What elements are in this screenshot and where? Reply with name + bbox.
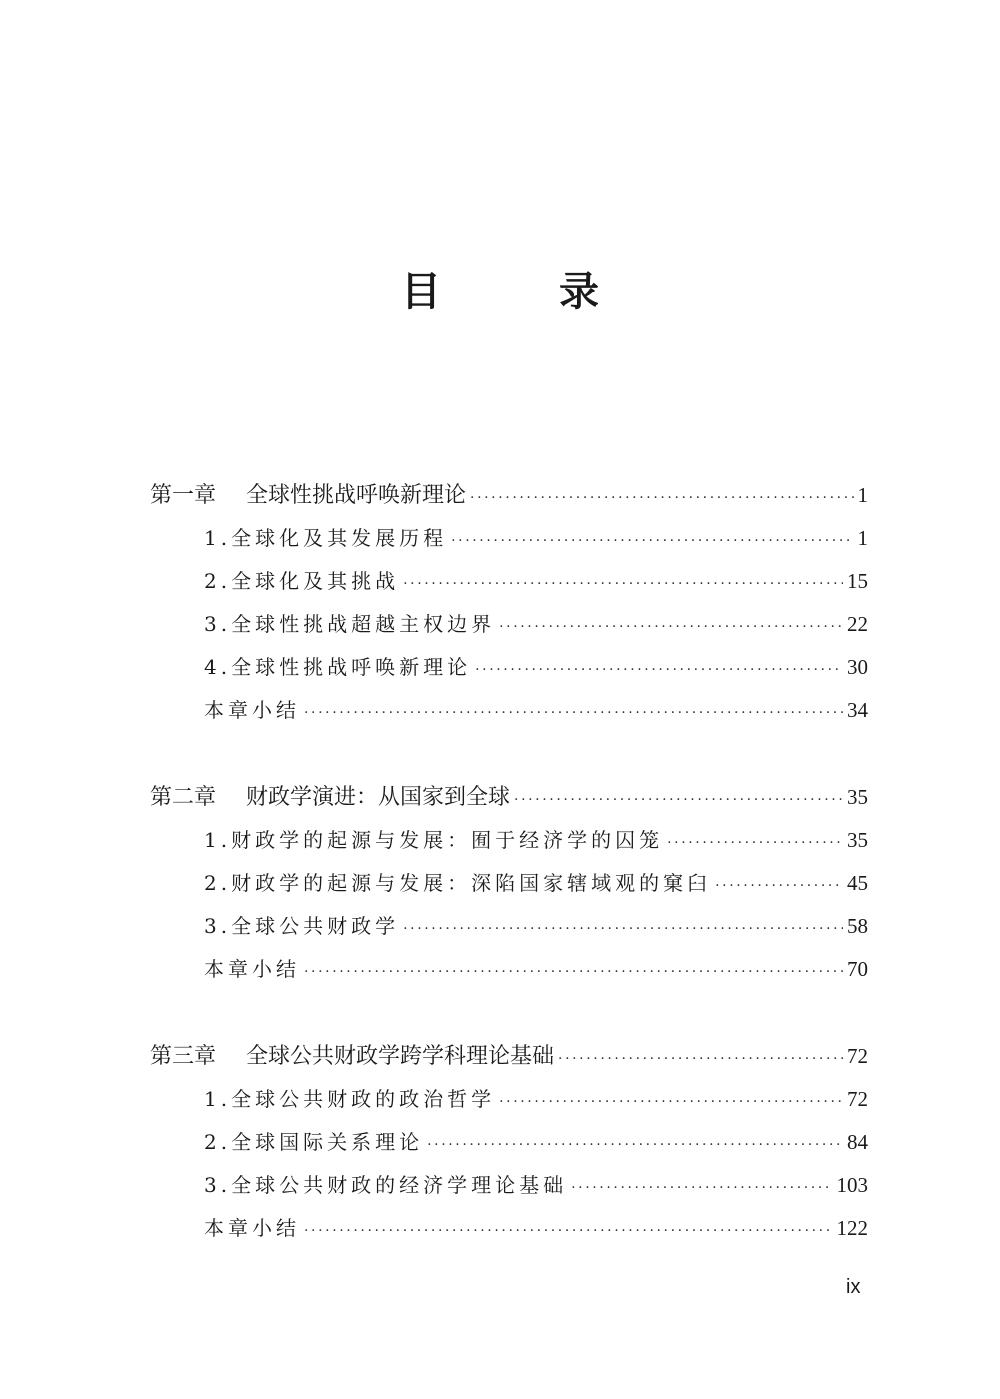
chapter-heading[interactable]: [150, 474, 868, 517]
chapter-heading[interactable]: [150, 1035, 868, 1078]
section-entry[interactable]: [150, 603, 868, 646]
page-number: 72: [847, 1087, 868, 1111]
section-title: 2.全球国际关系理论: [204, 1130, 424, 1154]
dot-leader: [403, 560, 843, 606]
section-entry[interactable]: [150, 905, 868, 948]
dot-leader: [451, 517, 853, 563]
section-title: 3.全球公共财政学: [204, 914, 400, 938]
section-entry[interactable]: [150, 646, 868, 689]
section-title: 3.全球公共财政的经济学理论基础: [204, 1173, 568, 1197]
section-title: 4.全球性挑战呼唤新理论: [204, 655, 472, 679]
section-title: 1.全球公共财政的政治哲学: [204, 1087, 496, 1111]
section-title: 1.全球化及其发展历程: [204, 526, 448, 550]
section-entry[interactable]: [150, 1078, 868, 1121]
page-number: 84: [847, 1130, 868, 1154]
dot-leader: [470, 474, 853, 520]
page-number: 34: [847, 698, 868, 722]
section-entry[interactable]: [150, 948, 868, 991]
chapter-number: 第一章: [150, 483, 217, 508]
chapter-number: 第二章: [150, 785, 217, 810]
dot-leader: [667, 819, 843, 865]
section-title: 2.全球化及其挑战: [204, 569, 400, 593]
page-number: 70: [847, 957, 868, 981]
section-entry[interactable]: [150, 689, 868, 732]
dot-leader: [304, 948, 843, 994]
page-number: 1: [857, 483, 868, 507]
page-number: 35: [847, 785, 868, 809]
chapter-1: [150, 474, 868, 732]
page-number: 22: [847, 612, 868, 636]
section-title: 3.全球性挑战超越主权边界: [204, 612, 496, 636]
section-title: 1.财政学的起源与发展：囿于经济学的囚笼: [204, 828, 664, 852]
page-number: 58: [847, 914, 868, 938]
chapter-heading[interactable]: [150, 776, 868, 819]
chapter-title: 全球公共财政学跨学科理论基础: [246, 1044, 555, 1069]
section-title: 本章小结: [204, 957, 300, 981]
dot-leader: [499, 1078, 843, 1124]
page-number: 15: [847, 569, 868, 593]
page-number: 122: [836, 1216, 868, 1240]
chapter-number: 第三章: [150, 1044, 217, 1069]
section-entry[interactable]: [150, 819, 868, 862]
page-number: 30: [847, 655, 868, 679]
section-entry[interactable]: [150, 517, 868, 560]
section-entry[interactable]: [150, 1121, 868, 1164]
chapter-title: 全球性挑战呼唤新理论: [246, 483, 467, 508]
section-entry[interactable]: [150, 560, 868, 603]
dot-leader: [715, 862, 843, 908]
dot-leader: [499, 603, 843, 649]
page-title: 目 录: [401, 269, 651, 315]
section-title: 2.财政学的起源与发展：深陷国家辖域观的窠臼: [204, 871, 712, 895]
dot-leader: [427, 1121, 843, 1167]
chapter-2: [150, 776, 868, 991]
section-entry[interactable]: [150, 1207, 868, 1250]
section-entry[interactable]: [150, 1164, 868, 1207]
chapter-3: [150, 1035, 868, 1250]
page-number: 35: [847, 828, 868, 852]
dot-leader: [475, 646, 843, 692]
table-of-contents: [150, 474, 868, 1294]
page-number: 103: [836, 1173, 868, 1197]
page-number: 1: [857, 526, 868, 550]
page-number: 72: [847, 1044, 868, 1068]
page-number: 45: [847, 871, 868, 895]
section-title: 本章小结: [204, 1216, 300, 1240]
section-entry[interactable]: [150, 862, 868, 905]
section-title: 本章小结: [204, 698, 300, 722]
dot-leader: [304, 1207, 833, 1253]
chapter-title: 财政学演进：从国家到全球: [246, 785, 511, 810]
dot-leader: [558, 1035, 843, 1081]
dot-leader: [304, 689, 843, 735]
page-folio: ix: [846, 1276, 861, 1298]
dot-leader: [514, 776, 843, 822]
dot-leader: [403, 905, 843, 951]
dot-leader: [571, 1164, 832, 1210]
